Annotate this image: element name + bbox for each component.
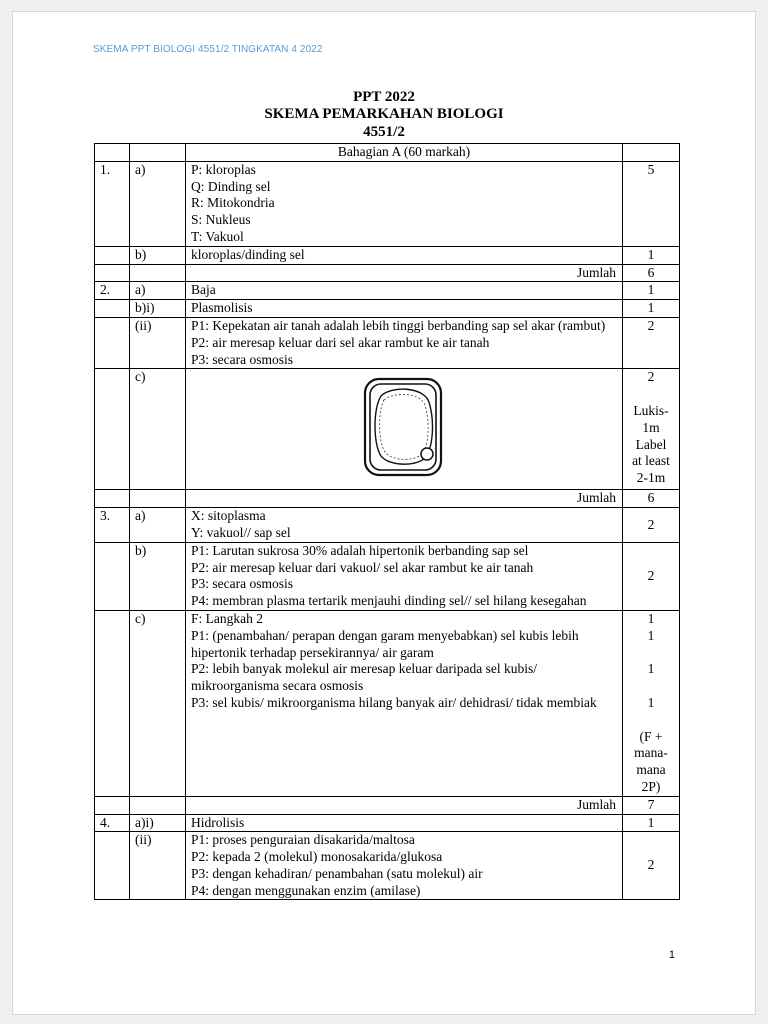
answer-line: P1: Larutan sukrosa 30% adalah hipertonik berbanding sap sel <box>191 542 529 558</box>
part-label: c) <box>130 610 186 796</box>
answer-line: P2: air meresap keluar dari sel akar rambut ke air tanah <box>191 334 490 350</box>
mark-note: 2P) <box>641 778 661 794</box>
table-row <box>95 508 680 543</box>
mark-cell <box>623 369 680 490</box>
section-row <box>95 144 680 162</box>
mark-cell: 2 <box>623 317 680 368</box>
mark-line: 1 <box>647 694 655 710</box>
title-line-2: SKEMA PEMARKAHAN BIOLOGI <box>264 106 504 122</box>
title-line-1: PPT 2022 <box>353 89 415 105</box>
table-row <box>95 317 680 368</box>
document-page <box>12 11 756 1015</box>
answer-line: P3: sel kubis/ mikroorganisma hilang banyak air/ dehidrasi/ tidak membiak <box>191 694 597 710</box>
mark-cell: 2 <box>623 542 680 610</box>
question-number: 1. <box>95 161 130 246</box>
table-row <box>95 282 680 300</box>
mark-cell: 1 <box>623 282 680 300</box>
answer-line: P3: secara osmosis <box>191 576 293 592</box>
part-label: b) <box>130 246 186 264</box>
mark-line: 2 <box>647 369 655 385</box>
part-label: a) <box>130 282 186 300</box>
answer-line: P2: kepada 2 (molekul) monosakarida/glukosa <box>191 849 443 865</box>
total-row <box>95 796 680 814</box>
answer-cell: Baja <box>186 282 623 300</box>
mark-line: Label <box>635 436 667 452</box>
mark-line <box>625 386 677 403</box>
answer-line: X: sitoplasma <box>191 508 266 524</box>
table-row <box>95 161 680 246</box>
mark-cell: 1 <box>623 300 680 318</box>
mark-note: mana- <box>634 745 668 761</box>
mark-note: (F + <box>639 728 663 744</box>
answer-line: P1: proses penguraian disakarida/maltosa <box>191 832 415 848</box>
part-label: a)i) <box>130 814 186 832</box>
mark-cell: 1 <box>623 814 680 832</box>
mark-line: 2-1m <box>636 470 666 486</box>
answer-line: P2: lebih banyak molekul air meresap keluar daripada sel kubis/ mikroorganisma secara osmosis <box>191 661 538 694</box>
table-row <box>95 300 680 318</box>
answer-line: P2: air meresap keluar dari vakuol/ sel akar rambut ke air tanah <box>191 559 534 575</box>
total-label: Jumlah <box>186 264 623 282</box>
answer-cell: kloroplas/dinding sel <box>186 246 623 264</box>
total-row <box>95 490 680 508</box>
total-mark: 6 <box>623 490 680 508</box>
total-mark: 7 <box>623 796 680 814</box>
answer-line: P3: dengan kehadiran/ penambahan (satu molekul) air <box>191 865 483 881</box>
part-label: b) <box>130 542 186 610</box>
answer-line: Q: Dinding sel <box>191 178 271 194</box>
answer-cell: Plasmolisis <box>186 300 623 318</box>
page-number: 1 <box>668 949 675 961</box>
mark-line: Lukis- <box>633 402 669 418</box>
mark-line: 1m <box>642 419 660 435</box>
answer-line: P1: (penambahan/ perapan dengan garam menyebabkan) sel kubis lebih hipertonik terhadap persekirannya/ air garam <box>191 627 579 660</box>
answer-line: P: kloroplas <box>191 161 256 177</box>
question-number: 4. <box>95 814 130 832</box>
page-header: SKEMA PPT BIOLOGI 4551/2 TINGKATAN 4 2022 <box>93 44 323 55</box>
answer-cell: Hidrolisis <box>186 814 623 832</box>
answer-line: F: Langkah 2 <box>191 610 263 626</box>
part-label: a) <box>130 161 186 246</box>
answer-cell <box>186 832 623 900</box>
table-row <box>95 369 680 490</box>
plasmolysed-plant-cell-drawing-icon <box>341 372 465 484</box>
mark-cell: 2 <box>623 508 680 543</box>
total-row <box>95 264 680 282</box>
total-label: Jumlah <box>186 490 623 508</box>
answer-cell <box>186 317 623 368</box>
answer-line: S: Nukleus <box>191 212 251 228</box>
answer-line: Y: vakuol// sap sel <box>191 524 291 540</box>
table-row <box>95 832 680 900</box>
table-row <box>95 610 680 796</box>
diagram-cell <box>186 369 623 490</box>
answer-cell <box>186 161 623 246</box>
question-number: 2. <box>95 282 130 300</box>
mark-cell <box>623 610 680 796</box>
part-label: a) <box>130 508 186 543</box>
mark-note: mana <box>636 762 666 778</box>
marking-scheme-table <box>94 143 680 900</box>
title-line-3: 4551/2 <box>363 124 405 140</box>
section-title: Bahagian A (60 markah) <box>186 144 623 162</box>
part-label: c) <box>130 369 186 490</box>
part-label: (ii) <box>130 832 186 900</box>
part-label: b)i) <box>130 300 186 318</box>
mark-line: at least <box>632 453 670 469</box>
mark-line: 1 <box>647 627 655 643</box>
question-number: 3. <box>95 508 130 543</box>
mark-cell: 1 <box>623 246 680 264</box>
total-mark: 6 <box>623 264 680 282</box>
mark-line: 1 <box>647 661 655 677</box>
table-row <box>95 542 680 610</box>
part-label: (ii) <box>130 317 186 368</box>
answer-line: R: Mitokondria <box>191 195 275 211</box>
table-row <box>95 246 680 264</box>
total-label: Jumlah <box>186 796 623 814</box>
answer-line: P1: Kepekatan air tanah adalah lebih tinggi berbanding sap sel akar (rambut) <box>191 317 606 333</box>
answer-line: P3: secara osmosis <box>191 351 293 367</box>
answer-line: P4: dengan menggunakan enzim (amilase) <box>191 882 421 898</box>
answer-cell <box>186 610 623 796</box>
answer-line: T: Vakuol <box>191 228 244 244</box>
mark-cell: 5 <box>623 161 680 246</box>
answer-cell <box>186 542 623 610</box>
mark-line: 1 <box>647 610 655 626</box>
table-row <box>95 814 680 832</box>
answer-line: P4: membran plasma tertarik menjauhi dinding sel// sel hilang kesegahan <box>191 593 587 609</box>
answer-cell <box>186 508 623 543</box>
mark-cell: 2 <box>623 832 680 900</box>
